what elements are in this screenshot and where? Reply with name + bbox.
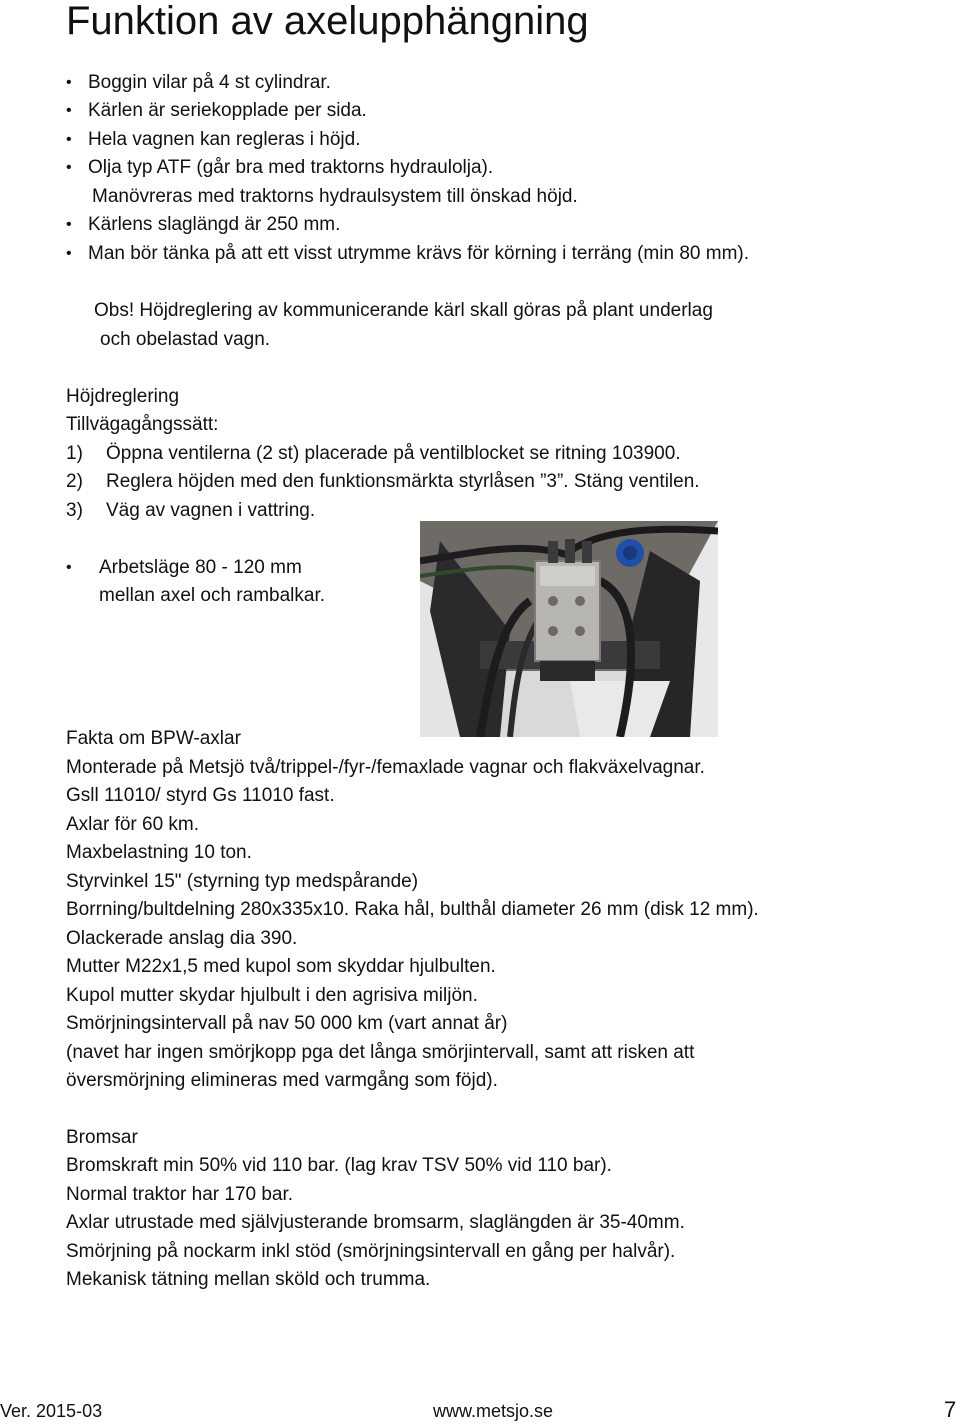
step-text: Öppna ventilerna (2 st) placerade på ventilblocket se ritning 103900. [106,443,681,464]
adjustment-subheading: Tillvägagångssätt: [66,414,219,435]
bullet-marker: • [66,216,72,233]
bpw-line: Maxbelastning 10 ton. [66,842,252,863]
valve-block-photo [420,521,718,737]
bullet-marker: • [66,74,72,91]
note-line-2: och obelastad vagn. [100,329,271,350]
adjustment-heading: Höjdreglering [66,386,180,407]
bpw-heading: Fakta om BPW-axlar [66,728,241,749]
list-item: Kärlens slaglängd är 250 mm. [88,214,341,235]
brakes-heading: Bromsar [66,1127,138,1148]
list-item: Hela vagnen kan regleras i höjd. [88,129,361,150]
bullet-marker: • [66,131,72,148]
working-position-line-1: Arbetsläge 80 - 120 mm [99,557,302,578]
step-text: Väg av vagnen i vattring. [106,500,316,521]
bpw-line: (navet har ingen smörjkopp pga det långa smörjintervall, samt att risken att [66,1042,695,1063]
list-item: Boggin vilar på 4 st cylindrar. [88,72,331,93]
step-number: 3) [66,500,83,521]
brakes-line: Mekanisk tätning mellan sköld och trumma. [66,1269,431,1290]
bpw-line: Styrvinkel 15" (styrning typ medspårande) [66,871,419,892]
note-line-1: Obs! Höjdreglering av kommunicerande kärl skall göras på plant underlag [94,300,713,321]
bpw-line: Monterade på Metsjö två/trippel-/fyr-/femaxlade vagnar och flakväxelvagnar. [66,757,705,778]
step-number: 2) [66,471,83,492]
bpw-line: Mutter M22x1,5 med kupol som skyddar hjulbulten. [66,956,496,977]
bullet-marker: • [66,559,72,576]
bpw-line: översmörjning elimineras med varmgång som föjd). [66,1070,498,1091]
bpw-line: Kupol mutter skydar hjulbult i den agrisiva miljön. [66,985,478,1006]
brakes-line: Smörjning på nockarm inkl stöd (smörjningsintervall en gång per halvår). [66,1241,676,1262]
bullet-marker: • [66,159,72,176]
working-position-line-2: mellan axel och rambalkar. [99,585,325,606]
list-item: Kärlen är seriekopplade per sida. [88,100,367,121]
bpw-line: Gsll 11010/ styrd Gs 11010 fast. [66,785,335,806]
page-number: 7 [944,1397,957,1422]
brakes-line: Bromskraft min 50% vid 110 bar. (lag krav TSV 50% vid 110 bar). [66,1155,612,1176]
brakes-line: Axlar utrustade med självjusterande bromsarm, slaglängden är 35-40mm. [66,1212,685,1233]
bpw-line: Borrning/bultdelning 280x335x10. Raka hål, bulthål diameter 26 mm (disk 12 mm). [66,899,759,920]
list-item-continuation: Manövreras med traktorns hydraulsystem till önskad höjd. [92,186,578,207]
bullet-marker: • [66,102,72,119]
brakes-line: Normal traktor har 170 bar. [66,1184,294,1205]
page-title: Funktion av axelupphängning [66,0,589,43]
list-item: Man bör tänka på att ett visst utrymme krävs för körning i terräng (min 80 mm). [88,243,750,264]
list-item: Olja typ ATF (går bra med traktorns hydraulolja). [88,157,494,178]
bullet-marker: • [66,245,72,262]
bpw-line: Smörjningsintervall på nav 50 000 km (vart annat år) [66,1013,508,1034]
bpw-line: Olackerade anslag dia 390. [66,928,298,949]
step-text: Reglera höjden med den funktionsmärkta styrlåsen ”3”. Stäng ventilen. [106,471,700,492]
footer-version: Ver. 2015-03 [0,1401,103,1421]
footer-website: www.metsjo.se [433,1401,554,1421]
bpw-line: Axlar för 60 km. [66,814,200,835]
step-number: 1) [66,443,83,464]
